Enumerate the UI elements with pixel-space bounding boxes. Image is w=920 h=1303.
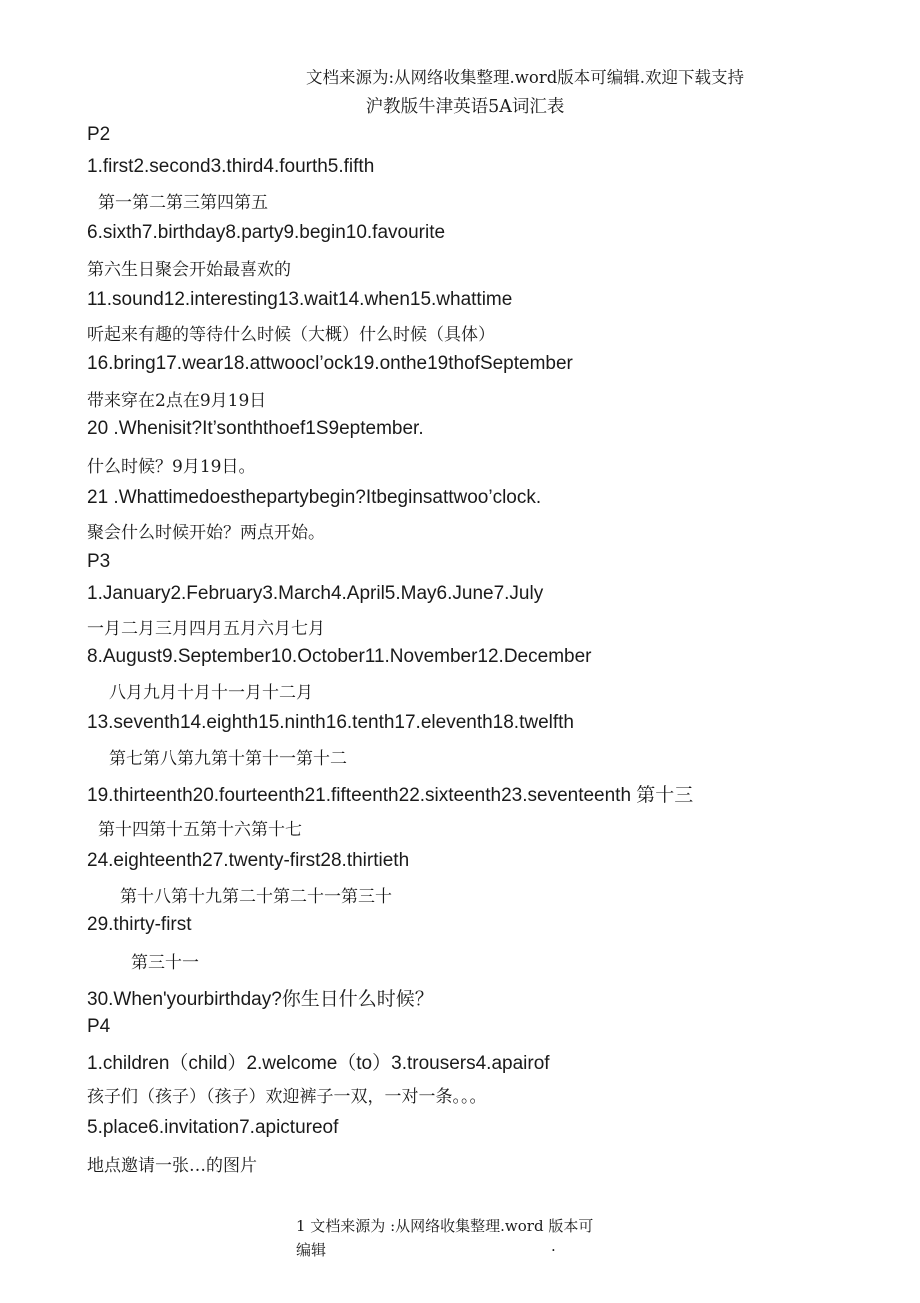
vocab-line-english: 13.seventh14.eighth15.ninth16.tenth17.eleventh18.twelfth [87,712,574,733]
vocab-line-chinese: 带来穿在2点在9月19日 [87,391,267,411]
vocab-line-chinese: 第三十一 [131,953,199,973]
sentence-line-chinese: 什么时候？9月19日。 [87,457,256,477]
vocab-line-english: 19.thirteenth20.fourteenth21.fifteenth22.sixteenth23.seventeenth 第十三 [87,785,694,806]
sentence-line-chinese: 聚会什么时候开始？两点开始。 [87,523,325,543]
vocab-line-chinese: 第一第二第三第四第五 [98,193,268,213]
vocab-line-chinese: 第十八第十九第二十第二十一第三十 [120,887,392,907]
sentence-line-english: 20 .Whenisit?It’sonththoef1S9eptember. [87,418,424,439]
footer-dot: . [551,1237,556,1255]
vocab-line-chinese: 第七第八第九第十第十一第十二 [109,749,347,769]
vocab-line-english: 5.place6.invitation7.apictureof [87,1117,339,1138]
vocab-line-english: 1.children（child）2.welcome（to）3.trousers4.apairof [87,1053,550,1074]
vocab-line-english: 8.August9.September10.October11.November12.December [87,646,592,667]
vocab-line-chinese: 八月九月十月十一月十二月 [109,683,313,703]
section-heading-p4: P4 [87,1016,111,1037]
vocab-line-english: 6.sixth7.birthday8.party9.begin10.favourite [87,222,446,243]
section-heading-p2: P2 [87,124,111,145]
vocab-line-chinese: 听起来有趣的等待什么时候（大概）什么时候（具体） [87,325,495,345]
vocab-line-chinese: 地点邀请一张…的图片 [87,1156,257,1176]
document-title: 沪教版牛津英语5A词汇表 [365,97,565,117]
vocab-line-chinese: 一月二月三月四月五月六月七月 [87,619,325,639]
section-heading-p3: P3 [87,551,111,572]
vocab-line-chinese: 第十四第十五第十六第十七 [98,820,302,840]
vocab-line-english: 24.eighteenth27.twenty-first28.thirtieth [87,850,410,871]
vocab-line-chinese: 第六生日聚会开始最喜欢的 [87,260,291,280]
vocab-line-english: 11.sound12.interesting13.wait14.when15.whattime [87,289,513,310]
vocab-line-english: 1.first2.second3.third4.fourth5.fifth [87,156,375,177]
source-note: 文档来源为:从网络收集整理.word版本可编辑.欢迎下载支持 [305,68,745,87]
sentence-line-bilingual: 30.When'yourbirthday?你生日什么时候？ [87,989,434,1010]
vocab-line-english: 16.bring17.wear18.attwoocl’ock19.onthe19thofSeptember [87,353,573,374]
sentence-line-english: 21 .Whattimedoesthepartybegin?Itbeginsattwoo’clock. [87,487,542,508]
vocab-line-english: 29.thirty-first [87,914,192,935]
vocab-line-english: 1.January2.February3.March4.April5.May6.June7.July [87,583,544,604]
footer-source-note: 1 文档来源为 :从网络收集整理.word 版本可 [296,1217,594,1235]
footer-source-note-continued: 编辑 [296,1241,327,1259]
vocab-line-chinese: 孩子们（孩子）（孩子）欢迎裤子一双，一对一条。。。 [87,1087,487,1107]
